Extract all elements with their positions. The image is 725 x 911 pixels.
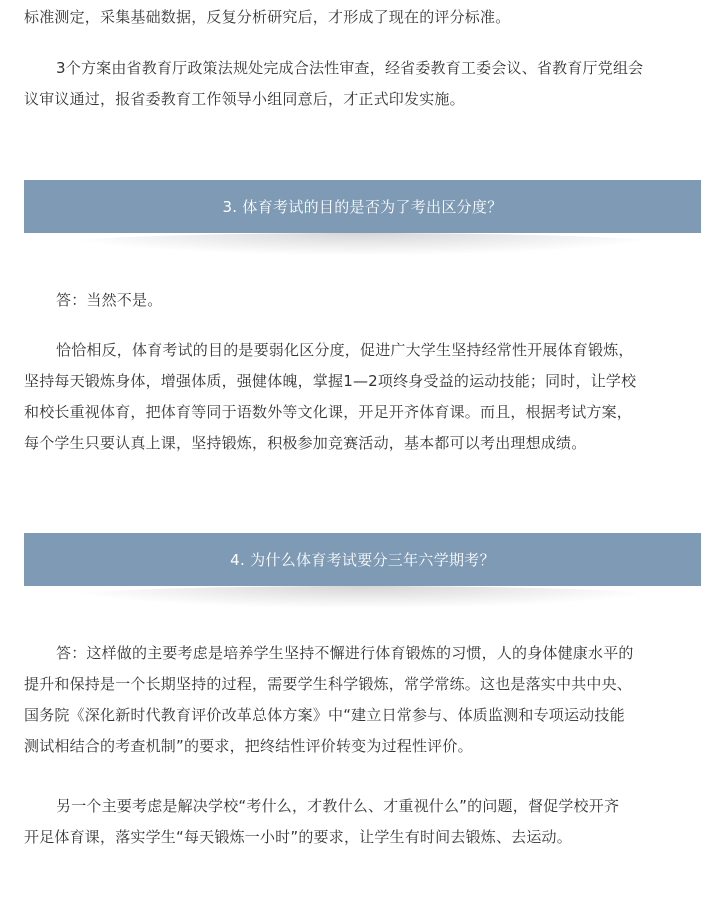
text-line: 标准测定，采集基础数据，反复分析研究后，才形成了现在的评分标准。 [24,8,511,26]
text-line: 答：当然不是。 [56,291,163,309]
text-line: 3个方案由省教育厅政策法规处完成合法性审查，经省委教育工委会议、省教育厅党组会 [56,59,644,77]
text-line: 和校长重视体育，把体育等同于语数外等文化课，开足开齐体育课。而且，根据考试方案， [24,403,633,421]
text-line: 坚持每天锻炼身体，增强体质，强健体魄，掌握1—2项终身受益的运动技能；同时，让学校 [24,372,637,390]
section-4-body [24,791,702,853]
intro-paragraph-2 [24,53,702,115]
text-line: 测试相结合的考查机制”的要求，把终结性评价转变为过程性评价。 [24,737,473,755]
text-line: 答：这样做的主要考虑是培养学生坚持不懈进行体育锻炼的习惯，人的身体健康水平的 [56,644,634,662]
section-3-heading-shadow [60,233,665,255]
section-4-heading-shadow [60,586,665,608]
text-line: 议审议通过，报省委教育工作领导小组同意后，才正式印发实施。 [24,90,465,108]
text-line: 每个学生只要认真上课，坚持锻炼，积极参加竞赛活动，基本都可以考出理想成绩。 [24,434,587,452]
section-4-heading [24,533,701,586]
text-line: 恰恰相反，体育考试的目的是要弱化区分度，促进广大学生坚持经常性开展体育锻炼， [56,341,634,359]
text-line: 提升和保持是一个长期坚持的过程，需要学生科学锻炼，常学常练。这也是落实中共中央、 [24,675,633,693]
section-3-body [24,335,702,459]
intro-paragraph-1 [24,2,702,33]
text-line: 国务院《深化新时代教育评价改革总体方案》中“建立日常参与、体质监测和专项运动技能 [24,706,625,724]
section-3-heading [24,180,701,233]
section-4-answer [24,638,702,762]
section-4-heading-text: 4. 为什么体育考试要分三年六学期考？ [230,551,495,569]
text-line: 开足体育课，落实学生“每天锻炼一小时”的要求，让学生有时间去锻炼、去运动。 [24,828,572,846]
section-3-answer [24,285,702,316]
text-line: 另一个主要考虑是解决学校“考什么，才教什么、才重视什么”的问题，督促学校开齐 [56,797,620,815]
section-3-heading-text: 3. 体育考试的目的是否为了考出区分度？ [222,198,503,216]
